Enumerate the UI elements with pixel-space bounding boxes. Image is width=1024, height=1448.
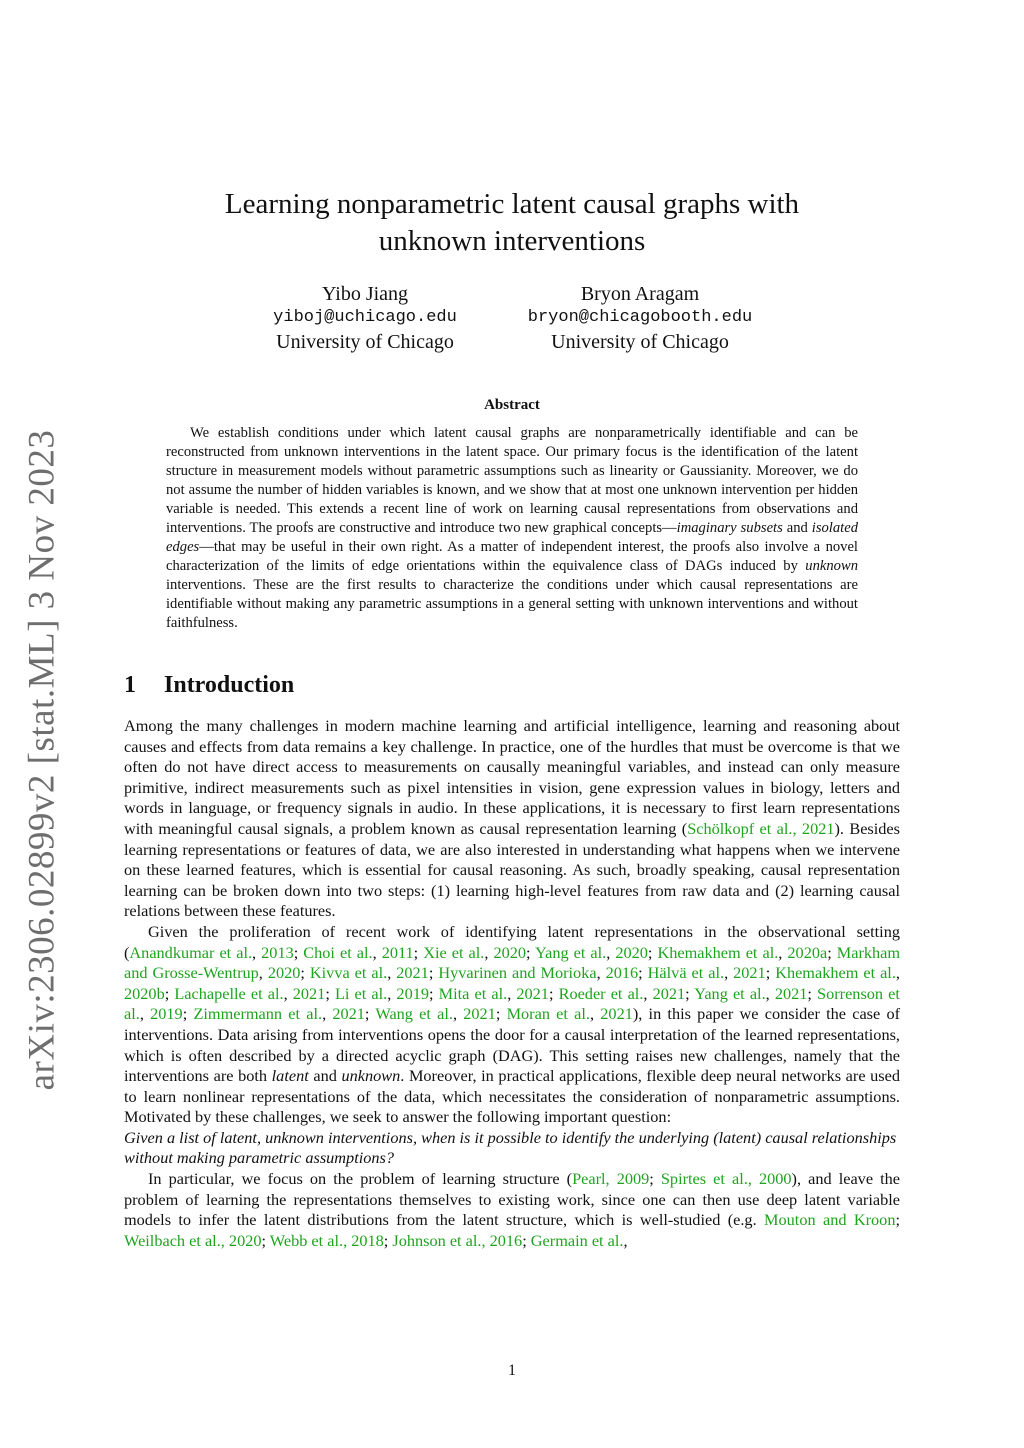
research-question: Given a list of latent, unknown interventions, when is it possible to identify the underlying (latent) causal relationships without making parametric assumptions?	[124, 1127, 897, 1168]
arxiv-sidebar	[21, 429, 63, 1091]
abstract-paragraph: We establish conditions under which latent causal graphs are nonparametrically identifiable and can be reconstructed from unknown interventions in the latent space. Our primary focus is the identification of the latent structure in measurement models without parametric assumptions such as linearity or Gaussianity. Moreover, we do not assume the number of hidden variables is known, and we show that at most one unknown intervention per hidden variable is needed. This extends a recent line of work on learning causal representations from observations and interventions. The proofs are constructive and introduce two new graphical concepts—imaginary subsets and isolated edges—that may be useful in their own right. As a matter of independent interest, the proofs also involve a novel characterization of the limits of edge orientations within the equivalence class of DAGs induced by unknown interventions. These are the first results to characterize the conditions under which causal representations are identifiable without making any parametric assumptions in a general setting with unknown interventions and without faithfulness.	[166, 425, 858, 631]
citation-link[interactable]: Germain et al.	[530, 1230, 624, 1250]
author-affiliation: University of Chicago	[276, 331, 454, 353]
citation-year[interactable]: 2019	[150, 1004, 183, 1024]
citation-link[interactable]: Khemakhem et al.	[657, 942, 779, 962]
citation-link[interactable]: Li et al.	[334, 983, 388, 1003]
section-number: 1	[124, 672, 136, 698]
title-line-1: Learning nonparametric latent causal graphs with	[224, 188, 800, 220]
citation-year[interactable]: 2021	[733, 963, 766, 983]
citation-year[interactable]: 2011	[381, 942, 414, 962]
citation-year[interactable]: 2013	[261, 942, 294, 962]
citation-link[interactable]: Wang et al.	[375, 1004, 453, 1024]
abstract-body	[166, 424, 858, 633]
paper-title	[150, 186, 874, 260]
paragraph-2: Given the proliferation of recent work of identifying latent representations in the observational setting (Anandkumar et al., 2013; Choi et al., 2011; Xie et al., 2020; Yang et al., 2020; Khemakhem et al., 2020a; Markham and Grosse-Wentrup, 2020; Kivva et al., 2021; Hyvarinen and Morioka, 2016; Hälvä et al., 2021; Khemakhem et al., 2020b; Lachapelle et al., 2021; Li et al., 2019; Mita et al., 2021; Roeder et al., 2021; Yang et al., 2021; Sorrenson et al., 2019; Zimmermann et al., 2021; Wang et al., 2021; Moran et al., 2021), in this paper we consider the case of interventions. Data arising from interventions opens the door for a causal interpretation of the learned representations, which is often described by a directed acyclic graph (DAG). This setting raises new challenges, namely that the interventions are both latent and unknown. Moreover, in practical applications, flexible deep neural networks are used to learn nonlinear representations of the data, which necessitates the consideration of nonparametric assumptions. Motivated by these challenges, we seek to answer the following important question:	[124, 921, 901, 1127]
citation-link[interactable]: Mouton and Kroon	[764, 1210, 896, 1230]
paragraph-3: In particular, we focus on the problem of learning structure (Pearl, 2009; Spirtes et al., 2000), and leave the problem of learning the representations themselves to existing work, since one can then use deep latent variable models to infer the latent distributions from the latent structure, which is well-studied (e.g. Mouton and Kroon; Weilbach et al., 2020; Webb et al., 2018; Johnson et al., 2016; Germain et al.,	[124, 1169, 901, 1250]
citation-link[interactable]: Hyvarinen and Morioka	[438, 963, 597, 983]
citation-year[interactable]: 2021	[396, 963, 429, 983]
citation-link[interactable]: Hälvä et al.	[647, 963, 725, 983]
author-1	[240, 282, 490, 354]
citation-year[interactable]: 2020a	[787, 942, 828, 962]
author-email[interactable]: yiboj@uchicago.edu	[273, 308, 457, 327]
citation-list: Anandkumar et al., 2013; Choi et al., 2011; Xie et al., 2020; Yang et al., 2020; Khemakhem et al., 2020a; Markham and Grosse-Wentrup, 2020; Kivva et al., 2021; Hyvarinen and Morioka, 2016; Hälvä et al., 2021; Khemakhem et al., 2020b; Lachapelle et al., 2021; Li et al., 2019; Mita et al., 2021; Roeder et al., 2021; Yang et al., 2021; Sorrenson et al., 2019; Zimmermann et al., 2021; Wang et al., 2021; Moran et al., 2021	[124, 942, 901, 1024]
citation-year[interactable]: 2021	[652, 983, 686, 1003]
citation-year[interactable]: 2020	[615, 942, 648, 962]
citation-year[interactable]: 2019	[396, 983, 429, 1003]
main-text	[124, 716, 900, 1251]
citation-link[interactable]: Webb et al., 2018	[269, 1230, 384, 1250]
citation-year[interactable]: 2021	[516, 983, 549, 1003]
citation-link[interactable]: Yang et al.	[534, 942, 607, 962]
citation-year[interactable]: 2020	[493, 942, 527, 962]
citation-link[interactable]: Sorrenson et al.	[124, 983, 900, 1024]
author-affiliation: University of Chicago	[551, 331, 729, 353]
citation-link[interactable]: Kivva et al.	[309, 963, 388, 983]
citation-link[interactable]: Pearl, 2009	[572, 1169, 650, 1189]
abstract-heading: Abstract	[484, 397, 540, 413]
citation-year[interactable]: 2020b	[124, 983, 165, 1003]
citation-link[interactable]: Schölkopf et al., 2021	[687, 818, 835, 838]
citation-link[interactable]: Lachapelle et al.	[174, 983, 284, 1003]
citation-year[interactable]: 2016	[605, 963, 639, 983]
section-heading	[124, 672, 294, 699]
citation-link[interactable]: Weilbach et al., 2020	[124, 1230, 262, 1250]
title-line-2: unknown interventions	[378, 225, 646, 257]
author-2	[500, 282, 780, 354]
citation-link[interactable]: Xie et al.	[423, 942, 485, 962]
page-number: 1	[508, 1362, 516, 1379]
citation-link[interactable]: Khemakhem et al.	[775, 963, 896, 983]
citation-link[interactable]: Spirtes et al., 2000	[660, 1169, 792, 1189]
citation-year[interactable]: 2021	[774, 983, 808, 1003]
author-email[interactable]: bryon@chicagobooth.edu	[527, 308, 753, 327]
citation-link[interactable]: Roeder et al.	[558, 983, 644, 1003]
citation-year[interactable]: 2021	[600, 1004, 633, 1024]
citation-link[interactable]: Johnson et al., 2016	[392, 1230, 523, 1250]
citation-link[interactable]: Moran et al.	[506, 1004, 590, 1024]
citation-link[interactable]: Zimmermann et al.	[193, 1004, 323, 1024]
citation-link[interactable]: Mita et al.	[438, 983, 508, 1003]
citation-link[interactable]: Choi et al.	[303, 942, 373, 962]
author-name: Yibo Jiang	[321, 283, 409, 305]
author-name: Bryon Aragam	[580, 283, 700, 305]
paragraph-1: Among the many challenges in modern machine learning and artificial intelligence, learning and reasoning about causes and effects from data remains a key challenge. In practice, one of the hurdles that must be overcome is that we often do not have direct access to measurements on causally meaningful variables, and instead can only measure primitive, indirect measurements such as pixel intensities in vision, gene expression values in biology, letters and words in language, or frequency signals in audio. In these applications, it is necessary to first learn representations with meaningful causal signals, a problem known as causal representation learning (Schölkopf et al., 2021). Besides learning representations or features of data, we are also interested in understanding what happens when we intervene on these learned features, which is essential for causal reasoning. As such, broadly speaking, causal representation learning can be broken down into two steps: (1) learning high-level features from raw data and (2) learning causal relations between these features.	[124, 716, 900, 921]
citation-link[interactable]: Yang et al.	[694, 983, 766, 1003]
citation-year[interactable]: 2021	[292, 983, 326, 1003]
citation-year[interactable]: 2021	[463, 1004, 496, 1024]
citation-link[interactable]: Anandkumar et al.	[129, 942, 253, 962]
citation-year[interactable]: 2021	[332, 1004, 365, 1024]
citation-link[interactable]: Markham and Grosse-Wentrup	[124, 942, 901, 983]
arxiv-identifier: arXiv:2306.02899v2 [stat.ML] 3 Nov 2023	[21, 429, 63, 1091]
section-title: Introduction	[164, 672, 295, 698]
citation-year[interactable]: 2020	[267, 963, 301, 983]
